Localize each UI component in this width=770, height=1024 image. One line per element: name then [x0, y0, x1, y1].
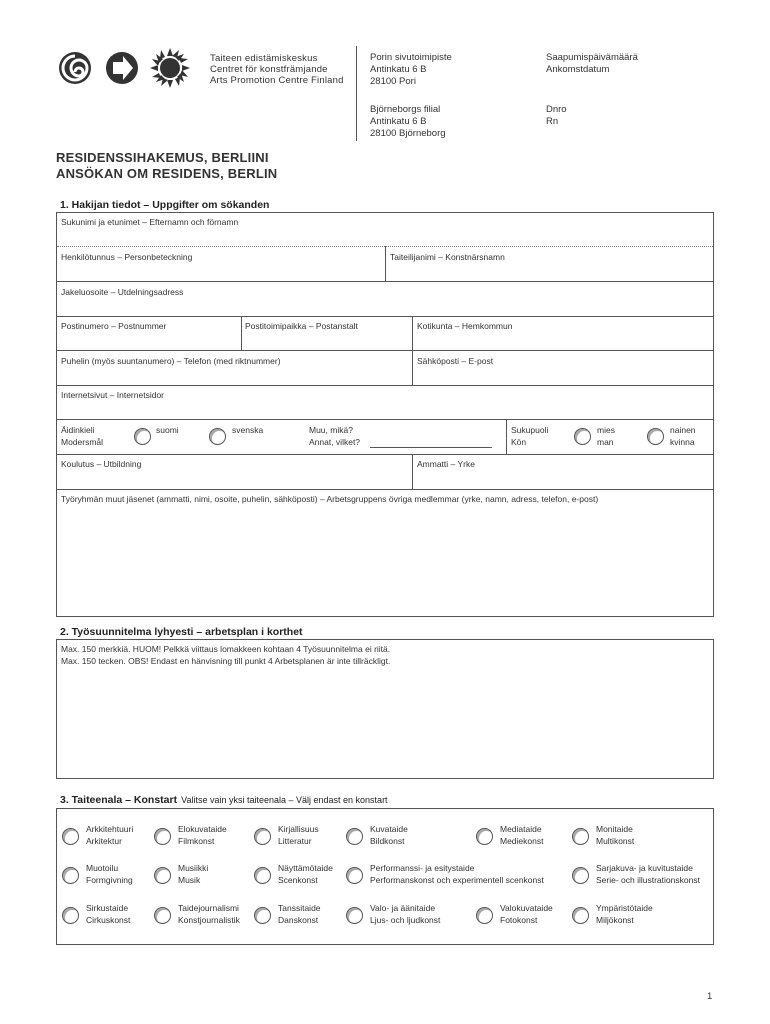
art-form-label-fi: Sirkustaide — [86, 903, 129, 913]
spiral-icon — [59, 52, 91, 84]
art-form-label-fi: Kirjallisuus — [278, 824, 319, 834]
art-form-label — [278, 823, 319, 847]
row-divider — [56, 385, 714, 386]
art-form-label — [86, 902, 130, 926]
art-form-radio[interactable] — [572, 867, 589, 884]
row-divider — [56, 454, 714, 455]
ssn-field[interactable]: Henkilötunnus – Personbeteckning — [61, 252, 193, 262]
website-field[interactable]: Internetsivut – Internetsidor — [61, 390, 165, 400]
art-form-label — [86, 862, 133, 886]
art-form-radio[interactable] — [346, 907, 363, 924]
col-divider — [412, 454, 413, 489]
work-plan-hint-sv: Max. 150 tecken. OBS! Endast en hänvisning till punkt 4 Arbetsplanen är inte tillräckligt. — [61, 656, 391, 666]
art-form-radio[interactable] — [154, 867, 171, 884]
row-divider — [56, 350, 714, 351]
art-form-label — [86, 823, 133, 847]
art-form-label-fi: Mediataide — [500, 824, 542, 834]
row-divider — [56, 281, 714, 282]
art-form-label — [370, 823, 408, 847]
art-form-label — [278, 862, 333, 886]
art-form-label-sv: Arkitektur — [86, 836, 122, 846]
gender-female-radio[interactable] — [647, 428, 664, 445]
page-number: 1 — [707, 991, 713, 1002]
art-form-label-sv: Bildkonst — [370, 836, 405, 846]
office-line: Björneborgs filial — [370, 104, 441, 115]
art-form-label-sv: Scenkonst — [278, 875, 318, 885]
art-form-radio[interactable] — [254, 907, 271, 924]
art-form-radio[interactable] — [154, 828, 171, 845]
art-form-label-fi: Muotoilu — [86, 863, 119, 873]
work-plan-hint — [61, 643, 390, 667]
page-title-fi: RESIDENSSIHAKEMUS, BERLIINI — [56, 150, 269, 165]
agency-name-sv: Centret för konstfrämjande — [210, 64, 328, 75]
art-form-radio[interactable] — [154, 907, 171, 924]
name-field[interactable]: Sukunimi ja etunimet – Efternamn och förnamn — [61, 217, 239, 227]
language-sv-radio[interactable] — [209, 428, 226, 445]
art-form-label-sv: Konstjournalistik — [178, 915, 240, 925]
language-fi-label: suomi — [156, 425, 179, 435]
received-label-fi: Saapumispäivämäärä — [546, 52, 638, 63]
row-divider — [56, 489, 714, 490]
agency-name — [210, 53, 344, 86]
gender-male-sv: man — [597, 437, 614, 447]
art-form-radio[interactable] — [476, 828, 493, 845]
art-form-label-sv: Multikonst — [596, 836, 635, 846]
art-form-radio[interactable] — [346, 828, 363, 845]
row-divider — [56, 316, 714, 317]
art-form-label — [370, 902, 440, 926]
office-line: 28100 Pori — [370, 76, 416, 87]
art-form-label-sv: Serie- och illustrationskonst — [596, 875, 700, 885]
art-form-label — [370, 862, 544, 886]
art-form-label-fi: Monitaide — [596, 824, 633, 834]
art-form-label-fi: Valo- ja äänitaide — [370, 903, 436, 913]
art-form-label-fi: Näyttämötaide — [278, 863, 333, 873]
section3-title: 3. Taiteenala – Konstart — [60, 794, 178, 806]
art-form-label-sv: Miljökonst — [596, 915, 634, 925]
page-title-sv: ANSÖKAN OM RESIDENS, BERLIN — [56, 166, 278, 181]
language-other-sv: Annat, vilket? — [309, 437, 361, 447]
art-form-label-sv: Danskonst — [278, 915, 319, 925]
art-form-radio[interactable] — [62, 828, 79, 845]
header-divider — [356, 46, 357, 141]
office-address-fi — [370, 52, 452, 88]
agency-name-fi: Taiteen edistämiskeskus — [210, 53, 318, 64]
gender-male-label — [597, 424, 615, 448]
dnro-label-sv: Rn — [546, 116, 559, 127]
gender-male-fi: mies — [597, 425, 615, 435]
art-form-label-fi: Valokuvataide — [500, 903, 553, 913]
art-form-label-sv: Formgivning — [86, 875, 133, 885]
email-field[interactable]: Sähköposti – E-post — [417, 356, 494, 366]
section3-heading — [60, 794, 388, 806]
language-label-sv: Modersmål — [61, 437, 104, 447]
art-form-radio[interactable] — [254, 867, 271, 884]
gender-label-sv: Kön — [511, 437, 527, 447]
gender-label-fi: Sukupuoli — [511, 425, 549, 435]
office-line: Antinkatu 6 B — [370, 64, 427, 75]
col-divider — [412, 316, 413, 385]
art-form-label — [178, 862, 208, 886]
received-label-sv: Ankomstdatum — [546, 64, 610, 75]
received-date-label — [546, 52, 638, 76]
art-form-radio[interactable] — [254, 828, 271, 845]
art-form-radio[interactable] — [62, 867, 79, 884]
art-form-label — [278, 902, 321, 926]
art-form-label-sv: Fotokonst — [500, 915, 538, 925]
dnro-label — [546, 104, 567, 128]
art-form-label-sv: Ljus- och ljudkonst — [370, 915, 441, 925]
occupation-field[interactable]: Ammatti – Yrke — [417, 459, 475, 469]
art-form-label-fi: Performanssi- ja esitystaide — [370, 863, 475, 873]
dnro-label-fi: Dnro — [546, 104, 567, 115]
address-field[interactable]: Jakeluosoite – Utdelningsadress — [61, 287, 184, 297]
municipality-field[interactable]: Kotikunta – Hemkommun — [417, 321, 513, 331]
agency-logo — [58, 48, 198, 90]
gender-female-label — [670, 424, 696, 448]
office-address-sv — [370, 104, 446, 140]
art-form-label — [178, 902, 240, 926]
section2-heading: 2. Työsuunnitelma lyhyesti – arbetsplan i korthet — [60, 626, 303, 638]
art-form-label — [596, 862, 700, 886]
col-divider — [506, 419, 507, 454]
art-form-label-fi: Kuvataide — [370, 824, 408, 834]
art-form-label-fi: Ympäristötaide — [596, 903, 653, 913]
art-form-label-sv: Filmkonst — [178, 836, 215, 846]
art-form-label — [500, 823, 543, 847]
art-form-label-sv: Musik — [178, 875, 201, 885]
page-title — [56, 150, 277, 182]
art-form-label-fi: Tanssitaide — [278, 903, 321, 913]
art-form-label-sv: Litteratur — [278, 836, 312, 846]
art-form-radio[interactable] — [476, 907, 493, 924]
art-form-label — [500, 902, 553, 926]
language-sv-label: svenska — [232, 425, 264, 435]
work-plan-hint-fi: Max. 150 merkkiä. HUOM! Pelkkä viittaus lomakkeen kohtaan 4 Työsuunnitelma ei riitä. — [61, 644, 391, 654]
art-form-label-fi: Elokuvataide — [178, 824, 227, 834]
art-form-label-fi: Taidejournalismi — [178, 903, 239, 913]
artist-name-field[interactable]: Taiteilijanimi – Konstnärsnamn — [390, 252, 505, 262]
art-form-radio[interactable] — [572, 907, 589, 924]
col-divider — [241, 316, 242, 350]
section1-heading: 1. Hakijan tiedot – Uppgifter om sökanden — [60, 199, 270, 211]
office-line: Antinkatu 6 B — [370, 116, 427, 127]
section3-subtitle: Valitse vain yksi taiteenala – Välj endast en konstart — [181, 795, 388, 805]
art-form-label — [596, 823, 634, 847]
art-form-label-sv: Mediekonst — [500, 836, 544, 846]
gender-male-radio[interactable] — [574, 428, 591, 445]
education-field[interactable]: Koulutus – Utbildning — [61, 459, 142, 469]
art-form-label-fi: Arkkitehtuuri — [86, 824, 134, 834]
postoffice-field[interactable]: Postitoimipaikka – Postanstalt — [245, 321, 358, 331]
art-form-label — [596, 902, 653, 926]
gender-female-fi: nainen — [670, 425, 696, 435]
gender-female-sv: kvinna — [670, 437, 695, 447]
art-form-label-fi: Sarjakuva- ja kuvitustaide — [596, 863, 693, 873]
arrow-icon — [106, 52, 138, 84]
agency-name-en: Arts Promotion Centre Finland — [210, 75, 344, 86]
art-form-label-fi: Musiikki — [178, 863, 209, 873]
group-members-field[interactable]: Työryhmän muut jäsenet (ammatti, nimi, osoite, puhelin, sähköposti) – Arbetsgruppens övriga medlemmar (yrke, namn, adress, telefon, e-post) — [61, 494, 599, 504]
art-form-label-sv: Performanskonst och experimentell scenkonst — [370, 875, 544, 885]
office-line: 28100 Björneborg — [370, 128, 446, 139]
language-other-fi: Muu, mikä? — [309, 425, 353, 435]
art-form-radio[interactable] — [346, 867, 363, 884]
postcode-field[interactable]: Postinumero – Postnummer — [61, 321, 167, 331]
col-divider — [385, 246, 386, 281]
language-fi-radio[interactable] — [134, 428, 151, 445]
language-other-label — [309, 424, 360, 448]
language-label-fi: Äidinkieli — [61, 425, 95, 435]
art-form-radio[interactable] — [572, 828, 589, 845]
language-other-input[interactable] — [370, 447, 492, 448]
art-form-label — [178, 823, 227, 847]
language-label — [61, 424, 103, 448]
phone-field[interactable]: Puhelin (myös suuntanumero) – Telefon (med riktnummer) — [61, 356, 281, 366]
gender-label — [511, 424, 548, 448]
art-form-label-sv: Cirkuskonst — [86, 915, 131, 925]
office-line: Porin sivutoimipiste — [370, 52, 452, 63]
row-divider — [56, 419, 714, 420]
sun-icon — [150, 48, 190, 88]
art-form-radio[interactable] — [62, 907, 79, 924]
